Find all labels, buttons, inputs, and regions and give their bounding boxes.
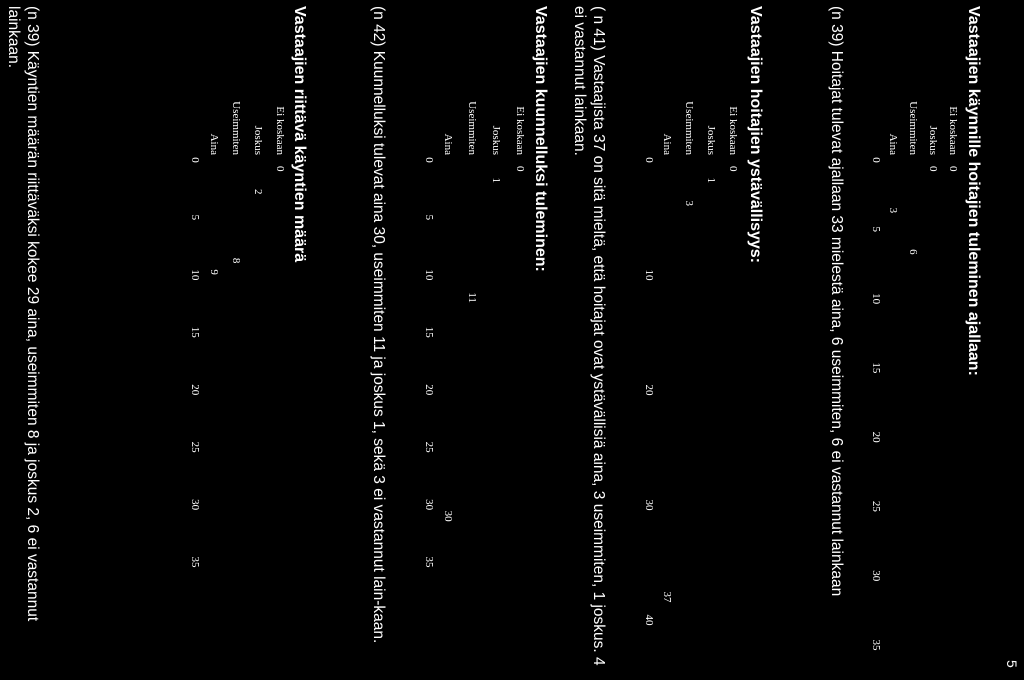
x-tick-label: 5 xyxy=(189,214,201,221)
section-heading-2: Vastaajien hoitajien ystävällisyys: xyxy=(747,6,764,264)
x-tick-label: 15 xyxy=(189,326,201,338)
data-label: 0 xyxy=(927,166,939,172)
data-label: 37 xyxy=(661,591,673,603)
x-tick-label: 35 xyxy=(423,556,435,568)
x-tick-label: 0 xyxy=(870,157,882,163)
category-label: Joskus xyxy=(252,125,264,155)
x-tick-label: 10 xyxy=(643,269,655,281)
x-tick-label: 10 xyxy=(189,269,201,281)
x-tick-label: 35 xyxy=(870,639,882,651)
category-label: Useimmiten xyxy=(230,101,242,155)
section-heading-3: Vastaajien kuunnelluksi tuleminen: xyxy=(532,6,549,272)
bar xyxy=(231,160,243,252)
category-label: Ei koskaan xyxy=(947,106,959,155)
bar xyxy=(253,160,265,183)
bar-chart-4 xyxy=(164,0,1024,680)
data-label: 3 xyxy=(887,207,899,214)
data-label: 0 xyxy=(274,166,286,172)
section-caption-2: ( n 41) Vastaajista 37 on sitä mieltä, että hoitajat ovat ystävällisiä aina, 3 useimmiten, 1 joskus. 4 ei vastannut lainkaan. xyxy=(571,6,607,666)
x-tick-label: 40 xyxy=(643,614,655,626)
category-label: Ei koskaan xyxy=(727,106,739,155)
x-tick-label: 10 xyxy=(423,269,435,281)
x-tick-label: 15 xyxy=(423,326,435,338)
category-label: Aina xyxy=(887,133,899,155)
x-tick-label: 10 xyxy=(870,293,882,305)
x-tick-label: 20 xyxy=(643,384,655,396)
x-tick-label: 30 xyxy=(643,499,655,511)
category-label: Aina xyxy=(661,133,673,155)
data-label: 6 xyxy=(907,249,919,255)
data-label: 9 xyxy=(208,269,220,275)
x-tick-label: 20 xyxy=(189,384,201,396)
data-label: 11 xyxy=(466,292,478,303)
data-label: 0 xyxy=(727,166,739,172)
x-tick-label: 5 xyxy=(870,226,882,233)
bar xyxy=(209,160,221,263)
x-tick-label: 5 xyxy=(423,214,435,221)
x-tick-label: 35 xyxy=(189,556,201,568)
data-label: 1 xyxy=(705,177,717,183)
x-tick-label: 30 xyxy=(189,499,201,511)
page-number: 5 xyxy=(1004,660,1020,668)
x-tick-label: 30 xyxy=(870,570,882,582)
data-label: 0 xyxy=(514,166,526,172)
data-label: 3 xyxy=(683,200,695,206)
category-label: Ei koskaan xyxy=(514,106,526,155)
data-label: 1 xyxy=(490,177,502,183)
section-caption-1: (n 39) Hoitajat tulevat ajallaan 33 mielestä aina, 6 useimmiten, 6 ei vastannut lainkaan xyxy=(828,6,845,597)
category-label: Useimmiten xyxy=(683,101,695,155)
section-heading-1: Vastaajien käynnille hoitajien tuleminen ajallaan: xyxy=(965,6,982,376)
x-tick-label: 25 xyxy=(423,441,435,453)
section-heading-4: Vastaajien riittävä käyntien määrä xyxy=(291,6,308,263)
x-tick-label: 0 xyxy=(423,157,435,163)
x-tick-label: 30 xyxy=(423,499,435,511)
section-caption-4: (n 39) Käyntien määrän riittäväksi kokee 29 aina, useimmiten 8 ja joskus 2, 6 ei vastannut lainkaan. xyxy=(5,6,41,622)
data-label: 30 xyxy=(442,510,454,522)
section-caption-3: (n 42) Kuunnelluksi tulevat aina 30, useimmiten 11 ja joskus 1, sekä 3 ei vastannut lain-kaan. xyxy=(370,6,387,644)
data-label: 8 xyxy=(230,257,242,264)
x-tick-label: 25 xyxy=(189,441,201,453)
x-tick-label: 20 xyxy=(423,384,435,396)
category-label: Useimmiten xyxy=(907,101,919,155)
x-tick-label: 0 xyxy=(643,157,655,163)
category-label: Ei koskaan xyxy=(274,106,286,155)
x-tick-label: 0 xyxy=(189,157,201,163)
category-label: Joskus xyxy=(705,125,717,155)
category-label: Aina xyxy=(208,133,220,155)
category-label: Joskus xyxy=(490,125,502,155)
x-tick-label: 25 xyxy=(870,500,882,512)
category-label: Joskus xyxy=(927,125,939,155)
category-label: Aina xyxy=(442,133,454,155)
data-label: 2 xyxy=(252,188,264,195)
data-label: 0 xyxy=(947,166,959,172)
category-label: Useimmiten xyxy=(466,101,478,155)
x-tick-label: 20 xyxy=(870,431,882,443)
x-tick-label: 15 xyxy=(870,362,882,374)
